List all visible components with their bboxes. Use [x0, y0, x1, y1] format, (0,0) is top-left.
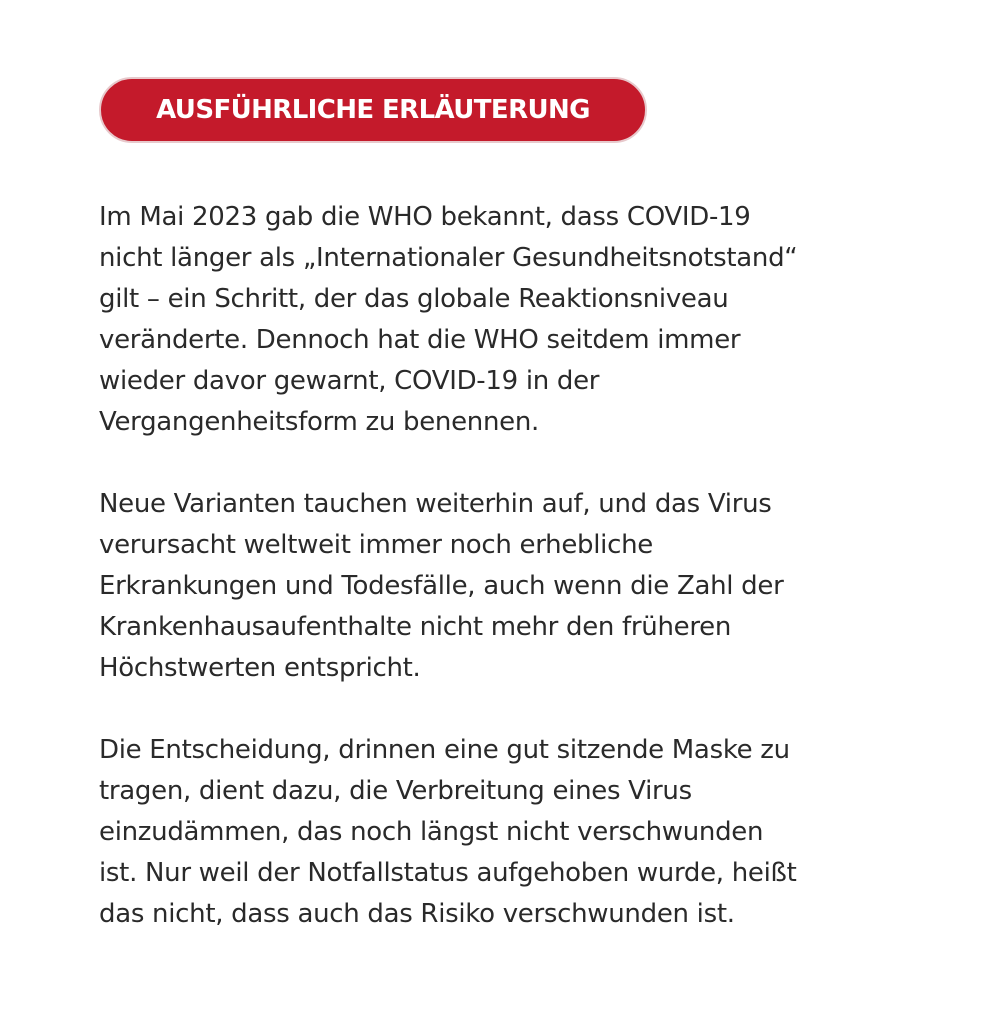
- paragraph-mask-decision: [99, 730, 919, 935]
- text-line: Die Entscheidung, drinnen eine gut sitzende Maske zu: [99, 735, 790, 765]
- text-line: Neue Varianten tauchen weiterhin auf, und das Virus: [99, 489, 772, 519]
- section-badge: [99, 77, 647, 143]
- explanation-text: [99, 197, 919, 935]
- text-line: veränderte. Dennoch hat die WHO seitdem immer: [99, 325, 741, 355]
- text-line: tragen, dient dazu, die Verbreitung eines Virus: [99, 776, 692, 806]
- text-line: Krankenhausaufenthalte nicht mehr den früheren: [99, 612, 732, 642]
- paragraph-who-announcement: [99, 197, 919, 443]
- badge-label: AUSFÜHRLICHE ERLÄUTERUNG: [156, 95, 590, 125]
- text-line: Erkrankungen und Todesfälle, auch wenn die Zahl der: [99, 571, 784, 601]
- text-line: ist. Nur weil der Notfallstatus aufgehoben wurde, heißt: [99, 858, 797, 888]
- text-line: Höchstwerten entspricht.: [99, 653, 421, 683]
- text-line: gilt – ein Schritt, der das globale Reaktionsniveau: [99, 284, 729, 314]
- text-line: nicht länger als „Internationaler Gesundheitsnotstand“: [99, 243, 798, 273]
- text-line: Im Mai 2023 gab die WHO bekannt, dass COVID-19: [99, 202, 751, 232]
- text-line: wieder davor gewarnt, COVID-19 in der: [99, 366, 600, 396]
- paragraph-new-variants: [99, 484, 919, 689]
- text-line: einzudämmen, das noch längst nicht verschwunden: [99, 817, 764, 847]
- text-line: verursacht weltweit immer noch erhebliche: [99, 530, 653, 560]
- text-line: das nicht, dass auch das Risiko verschwunden ist.: [99, 899, 735, 929]
- text-line: Vergangenheitsform zu benennen.: [99, 407, 539, 437]
